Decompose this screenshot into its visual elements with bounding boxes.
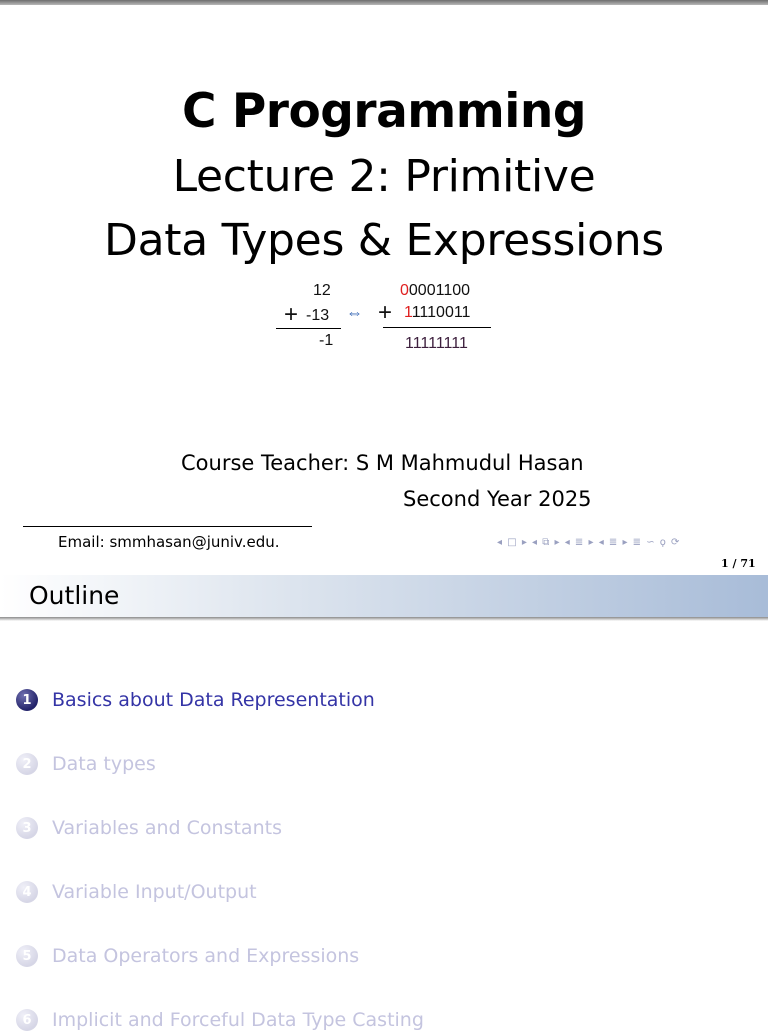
binary-operand-2-rest: 1110011 xyxy=(411,304,471,321)
page-number: 1 / 71 xyxy=(721,557,756,570)
equivalence-symbol: ⇔ xyxy=(346,303,363,322)
email-footnote: Email: smmhasan@juniv.edu. xyxy=(58,533,280,551)
outline-item[interactable] xyxy=(16,753,156,775)
decimal-operand-2: -13 xyxy=(306,307,330,324)
outline-item[interactable] xyxy=(16,881,257,903)
frame-title: Outline xyxy=(29,581,120,610)
decimal-operand-1: 12 xyxy=(313,282,331,299)
section-number-ball-icon: 3 xyxy=(16,817,38,839)
outline-item-label: Variables and Constants xyxy=(52,817,282,839)
outline-item[interactable] xyxy=(16,689,375,711)
binary-operand-1-rest: 0001100 xyxy=(408,282,471,299)
section-number-ball-icon: 1 xyxy=(16,689,38,711)
frame-title-shadow xyxy=(0,617,768,621)
outline-item-label: Basics about Data Representation xyxy=(52,689,375,711)
footnote-rule xyxy=(23,526,312,527)
decimal-sum-line xyxy=(276,328,341,329)
outline-item-label: Variable Input/Output xyxy=(52,881,257,903)
section-number-ball-icon: 2 xyxy=(16,753,38,775)
binary-sum-line xyxy=(383,327,491,328)
course-teacher: Course Teacher: S M Mahmudul Hasan xyxy=(181,451,584,475)
section-number-ball-icon: 5 xyxy=(16,945,38,967)
slide-subtitle-line1: Lecture 2: Primitive xyxy=(172,151,596,202)
sign-bit-2: 1 xyxy=(404,304,412,321)
outline-item-label: Implicit and Forceful Data Type Casting xyxy=(52,1009,424,1031)
binary-result: 11111111 xyxy=(405,335,468,352)
binary-operand-1 xyxy=(400,282,470,300)
decimal-plus-sign: + xyxy=(284,301,299,328)
outline-item-label: Data Operators and Expressions xyxy=(52,945,360,967)
binary-operand-2 xyxy=(404,304,470,322)
section-number-ball-icon: 6 xyxy=(16,1009,38,1031)
outline-item-label: Data types xyxy=(52,753,156,775)
outline-item[interactable] xyxy=(16,817,282,839)
beamer-navigation-icons[interactable]: ◂ □ ▸ ◂ ⧉ ▸ ◂ ≣ ▸ ◂ ≣ ▸ ≣ ∽ ϙ ⟳ xyxy=(497,537,681,548)
course-year: Second Year 2025 xyxy=(403,487,592,511)
sign-bit-1: 0 xyxy=(400,282,409,299)
slide-title: C Programming xyxy=(182,84,586,139)
decimal-result: -1 xyxy=(319,332,334,349)
slide-subtitle-line2: Data Types & Expressions xyxy=(104,215,664,266)
binary-plus-sign: + xyxy=(378,299,393,326)
frame-title-bar xyxy=(0,575,768,617)
section-number-ball-icon: 4 xyxy=(16,881,38,903)
outline-item[interactable] xyxy=(16,1009,424,1031)
outline-item[interactable] xyxy=(16,945,359,967)
